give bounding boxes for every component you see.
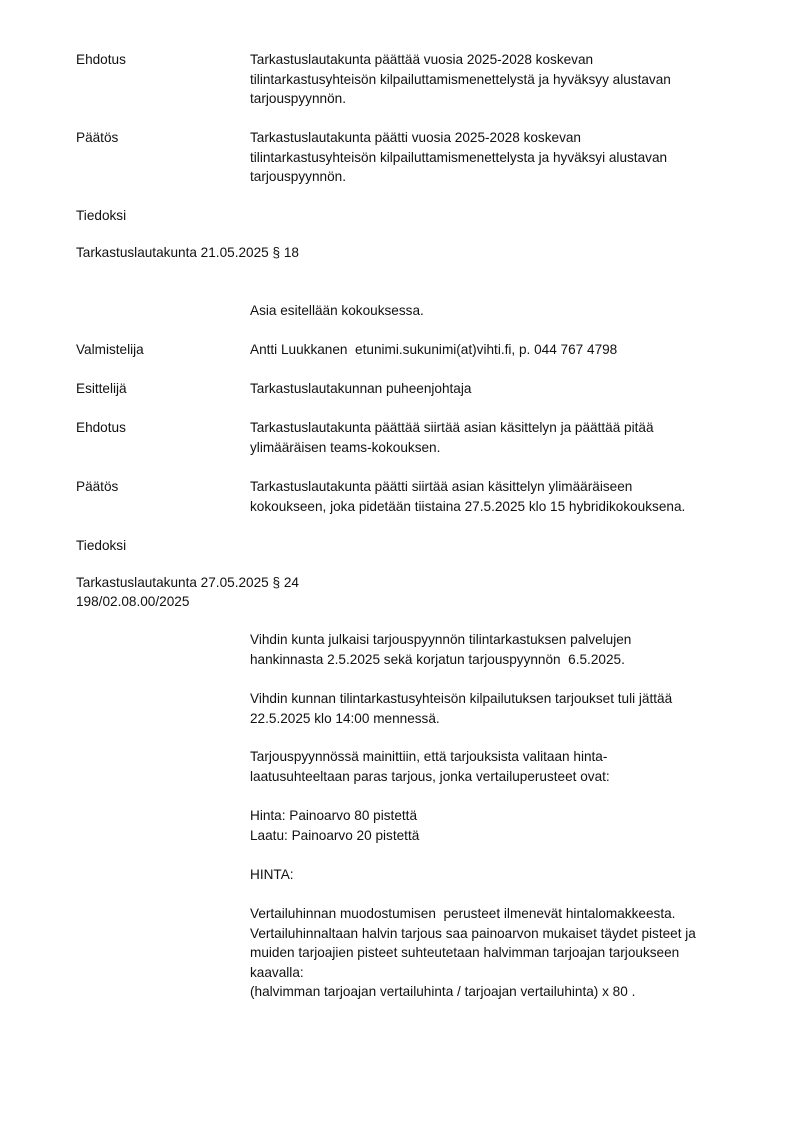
text-line: Vertailuhinnan muodostumisen perusteet ilmenevät hintalomakkeesta.: [250, 906, 676, 921]
text-line: Vertailuhinnaltaan halvin tarjous saa painoarvon mukaiset täydet pisteet ja: [250, 925, 696, 941]
text-line: tarjouspyynnön.: [250, 91, 346, 106]
text-line: 22.5.2025 klo 14:00 mennessä.: [250, 710, 440, 726]
meeting-heading-1: Tarkastuslautakunta 21.05.2025 § 18: [76, 245, 299, 260]
ehdotus-text-2: [250, 418, 760, 457]
text-line: Vihdin kunta julkaisi tarjouspyynnön tilintarkastuksen palvelujen: [250, 632, 632, 647]
esittelija-label: Esittelijä: [76, 381, 127, 396]
paragraph-1: [250, 630, 760, 669]
text-line: ylimääräisen teams-kokouksen.: [250, 439, 441, 455]
paragraph-3: [250, 747, 760, 786]
text-line: tilintarkastusyhteisön kilpailuttamismenettelystä ja hyväksyy alustavan: [250, 71, 671, 87]
text-line: Laatu: Painoarvo 20 pistettä: [250, 827, 420, 843]
diary-number: 198/02.08.00/2025: [76, 594, 190, 609]
paragraph-5: [250, 904, 760, 1002]
text-line: Hinta: Painoarvo 80 pistettä: [250, 808, 418, 823]
tiedoksi-label-2: Tiedoksi: [76, 538, 127, 553]
valmistelija-value: Antti Luukkanen etunimi.sukunimi(at)vihti.fi, p. 044 767 4798: [250, 342, 618, 357]
intro-text: Asia esitellään kokouksessa.: [250, 303, 424, 318]
paragraph-2: [250, 689, 760, 728]
paatos-text-2: [250, 477, 760, 516]
text-line: hankinnasta 2.5.2025 sekä korjatun tarjouspyynnön 6.5.2025.: [250, 651, 625, 667]
text-line: kaavalla:: [250, 964, 304, 980]
meeting-heading-2: Tarkastuslautakunta 27.05.2025 § 24: [76, 575, 299, 590]
text-line: Tarkastuslautakunta päättää vuosia 2025-2028 koskevan: [250, 52, 594, 67]
tiedoksi-label-1: Tiedoksi: [76, 208, 127, 223]
text-line: Tarkastuslautakunta päätti siirtää asian käsittelyn ylimääräiseen: [250, 479, 633, 494]
text-line: Vihdin kunnan tilintarkastusyhteisön kilpailutuksen tarjoukset tuli jättää: [250, 691, 673, 706]
text-line: tilintarkastusyhteisön kilpailuttamismenettelysta ja hyväksyi alustavan: [250, 149, 668, 165]
text-line: Tarkastuslautakunta päättää siirtää asian käsittelyn ja päättää pitää: [250, 420, 654, 435]
paatos-label-1: Päätös: [76, 130, 119, 145]
text-line: kokoukseen, joka pidetään tiistaina 27.5.2025 klo 15 hybridikokouksena.: [250, 498, 686, 514]
paatos-text-1: [250, 128, 760, 187]
ehdotus-text-1: [250, 50, 760, 109]
hinta-heading: HINTA:: [250, 867, 294, 882]
ehdotus-label-1: Ehdotus: [76, 52, 126, 67]
paatos-label-2: Päätös: [76, 479, 119, 494]
valmistelija-label: Valmistelija: [76, 342, 144, 357]
text-line: Tarjouspyynnössä mainittiin, että tarjouksista valitaan hinta-: [250, 749, 608, 764]
text-line: Tarkastuslautakunta päätti vuosia 2025-2028 koskevan: [250, 130, 581, 145]
ehdotus-label-2: Ehdotus: [76, 420, 126, 435]
text-line: laatusuhteeltaan paras tarjous, jonka vertailuperusteet ovat:: [250, 768, 610, 784]
esittelija-value: Tarkastuslautakunnan puheenjohtaja: [250, 381, 472, 396]
text-line: muiden tarjoajien pisteet suhteutetaan halvimman tarjoajan tarjoukseen: [250, 945, 680, 960]
text-line: (halvimman tarjoajan vertailuhinta / tarjoajan vertailuhinta) x 80 .: [250, 984, 636, 999]
text-line: tarjouspyynnön.: [250, 169, 346, 184]
paragraph-4: [250, 806, 760, 845]
